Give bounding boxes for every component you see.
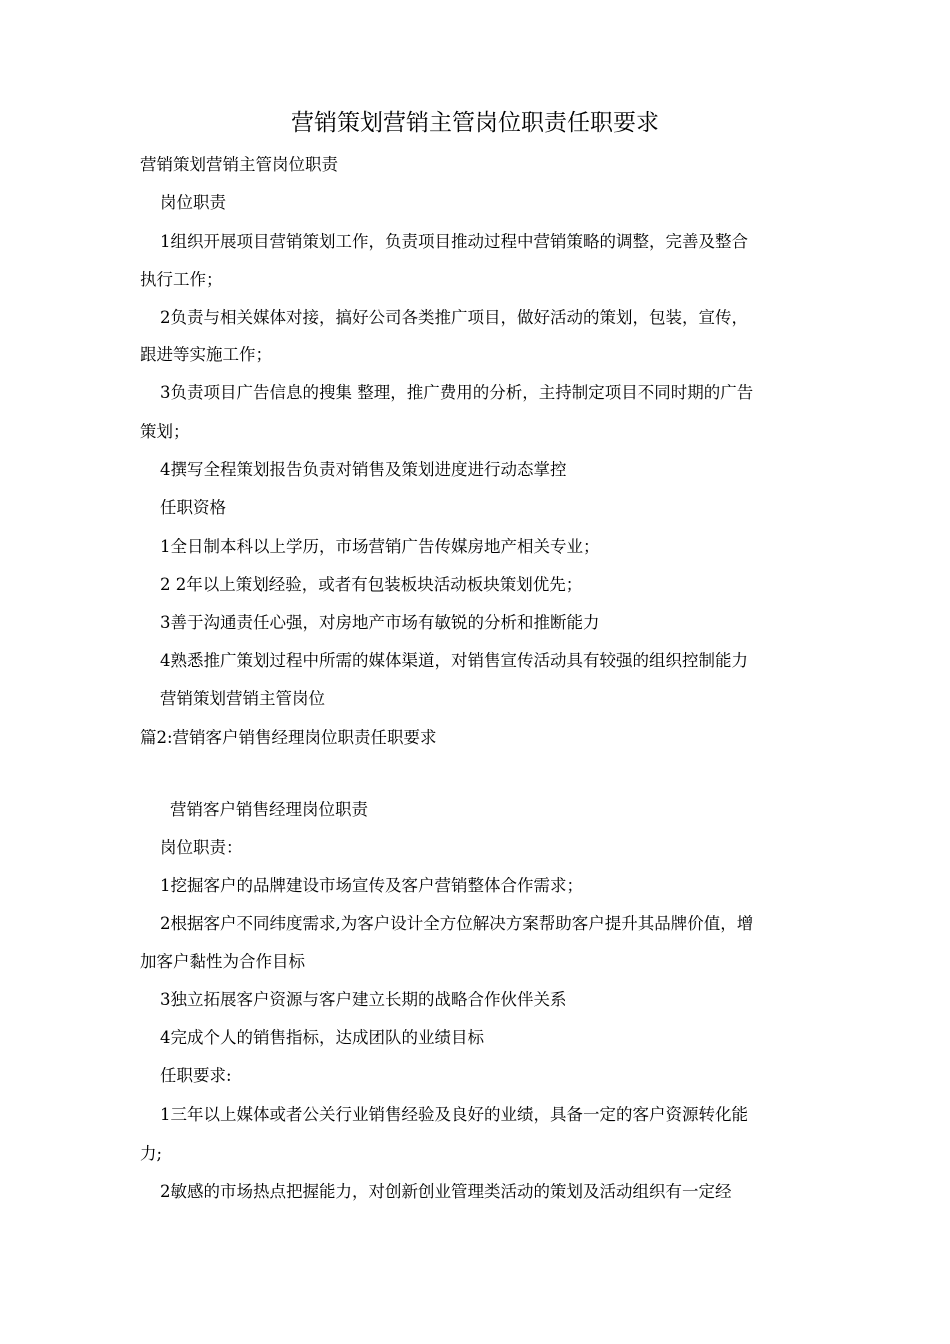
paragraph-line: 1组织开展项目营销策划工作，负责项目推动过程中营销策略的调整，完善及整合	[160, 232, 748, 251]
paragraph-line: 1三年以上媒体或者公关行业销售经验及良好的业绩，具备一定的客户资源转化能	[160, 1105, 748, 1124]
paragraph-line: 3独立拓展客户资源与客户建立长期的战略合作伙伴关系	[160, 990, 567, 1009]
paragraph-line: 2 2年以上策划经验，或者有包装板块活动板块策划优先；	[160, 575, 583, 594]
paragraph-line: 2负责与相关媒体对接，搞好公司各类推广项目，做好活动的策划，包装，宣传，	[160, 308, 748, 327]
paragraph-line: 2根据客户不同纬度需求,为客户设计全方位解决方案帮助客户提升其品牌价值，增	[160, 914, 754, 933]
paragraph-line: 4完成个人的销售指标，达成团队的业绩目标	[160, 1028, 484, 1047]
paragraph-line: 力;	[140, 1144, 163, 1163]
paragraph-line: 3善于沟通责任心强，对房地产市场有敏锐的分析和推断能力	[160, 613, 600, 632]
subheading: 岗位职责：	[160, 838, 243, 857]
paragraph-line: 营销策划营销主管岗位	[160, 689, 325, 708]
subheading: 任职要求:	[160, 1066, 232, 1085]
subheading: 岗位职责	[160, 193, 226, 212]
paragraph-line: 4熟悉推广策划过程中所需的媒体渠道，对销售宣传活动具有较强的组织控制能力	[160, 651, 748, 670]
paragraph-line: 1挖掘客户的品牌建设市场宣传及客户营销整体合作需求；	[160, 876, 583, 895]
paragraph-line: 2敏感的市场热点把握能力，对创新创业管理类活动的策划及活动组织有一定经	[160, 1182, 732, 1201]
paragraph-line: 加客户黏性为合作目标	[140, 952, 305, 971]
paragraph-line: 跟进等实施工作；	[140, 345, 272, 364]
section-heading: 营销策划营销主管岗位职责	[140, 155, 338, 174]
paragraph-line: 3负责项目广告信息的搜集 整理，推广费用的分析，主持制定项目不同时期的广告	[160, 383, 754, 402]
section-heading: 篇2:营销客户销售经理岗位职责任职要求	[140, 728, 437, 747]
paragraph-line: 4撰写全程策划报告负责对销售及策划进度进行动态掌控	[160, 460, 567, 479]
subheading: 任职资格	[160, 498, 226, 517]
document-title: 营销策划营销主管岗位职责任职要求	[291, 110, 659, 136]
paragraph-line: 1全日制本科以上学历，市场营销广告传媒房地产相关专业；	[160, 537, 600, 556]
section-heading: 营销客户销售经理岗位职责	[170, 800, 368, 819]
paragraph-line: 策划；	[140, 422, 190, 441]
paragraph-line: 执行工作；	[140, 270, 223, 289]
